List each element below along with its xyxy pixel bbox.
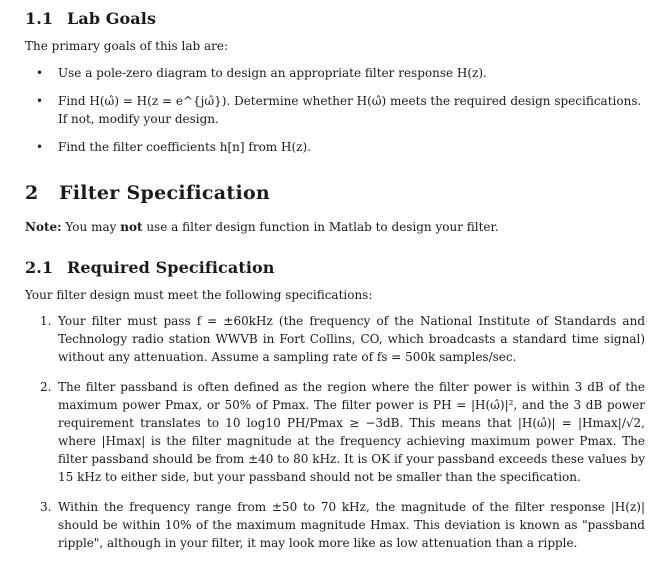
bullet-icon: •	[36, 66, 44, 80]
bullet-icon: •	[36, 140, 44, 154]
note-text-post: use a filter design function in Matlab to design your filter.	[146, 220, 499, 234]
list-item-text: The filter passband is often defined as the region where the filter power is within 3 dB of the maximum power Pmax, or 50% of Pmax. The filter power is PH = |H(ω̂)|², and the 3 dB power requirement translates to 10 log10 PH/Pmax ≥ −3dB. This means that |H(ω̂)| = |Hmax|/√2, where |Hmax| is the filter magnitude at the frequency achieving maximum power Pmax. The filter passband should be from ±40 to 80 kHz. It is OK if your passband exceeds these values by 15 kHz to either side, but your passband should not be smaller than the specification.	[58, 380, 645, 484]
list-item-text: Within the frequency range from ±50 to 70 kHz, the magnitude of the filter response |H(z)| should be within 10% of the maximum magnitude Hmax. This deviation is known as "passband ripple", although in your filter, it may look more like as low attenuation than a ripple.	[58, 500, 645, 550]
section-number: 2.1	[25, 258, 54, 277]
list-item-text: Use a pole-zero diagram to design an appropriate filter response H(z).	[58, 66, 487, 80]
note-label: Note:	[25, 220, 62, 234]
bullet-icon: •	[36, 94, 44, 108]
section-heading-filter-specification	[25, 184, 270, 203]
lab-goals-intro: The primary goals of this lab are:	[25, 39, 229, 53]
list-item-number: 2.	[40, 380, 52, 394]
section-heading-required-specification	[25, 260, 275, 276]
section-title: Required Specification	[67, 258, 275, 277]
section-number: 1.1	[25, 9, 54, 28]
list-item-text: Your filter must pass f = ±60kHz (the frequency of the National Institute of Standards and Technology radio station WWVB in Fort Collins, CO, which broadcasts a standard time signal) without any attenuation. Assume a sampling rate of fs = 500k samples/sec.	[58, 314, 645, 364]
design-note	[25, 221, 499, 233]
section-title: Filter Specification	[59, 182, 271, 204]
section-title: Lab Goals	[67, 9, 157, 28]
note-text-pre: You may	[65, 220, 117, 234]
list-item-number: 1.	[40, 314, 52, 328]
note-emphasis: not	[120, 220, 143, 234]
required-spec-intro: Your filter design must meet the following specifications:	[25, 288, 373, 302]
section-heading-lab-goals	[25, 11, 156, 27]
list-item-text: Find the filter coefficients h[n] from H(z).	[58, 140, 311, 154]
list-item-text: Find H(ω̂) = H(z = e^{jω̂}). Determine whether H(ω̂) meets the required design specifications. If not, modify your design.	[58, 94, 642, 126]
section-number: 2	[25, 182, 39, 204]
list-item-number: 3.	[40, 500, 52, 514]
